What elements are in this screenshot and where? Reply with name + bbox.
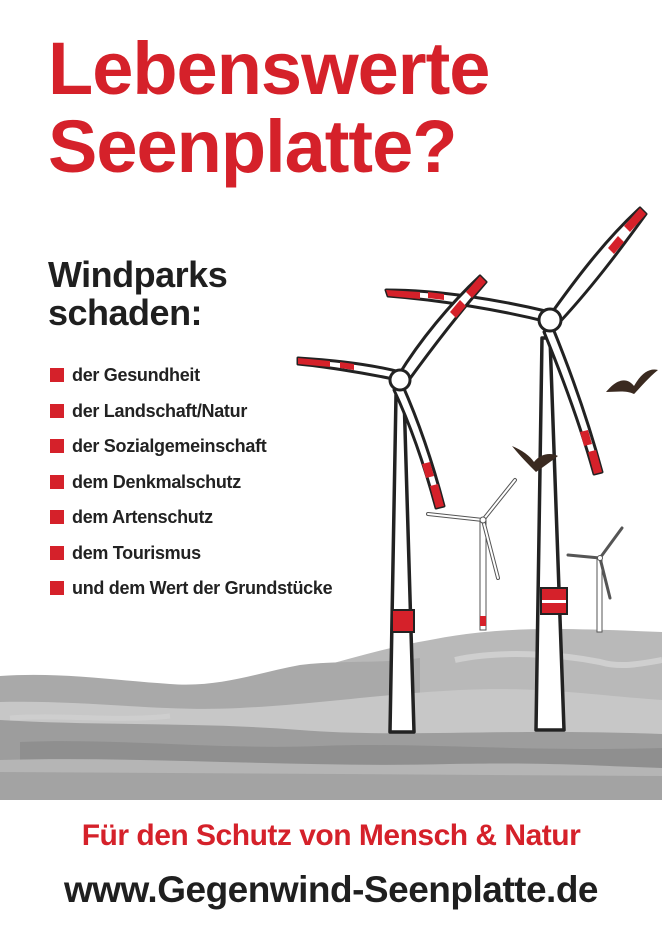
headline-line-2: Seenplatte? — [48, 105, 457, 188]
list-item-label: dem Artenschutz — [72, 507, 213, 527]
list-item-label: der Gesundheit — [72, 365, 200, 385]
headline — [48, 27, 490, 188]
list-item-label: dem Denkmalschutz — [72, 471, 241, 492]
list-item — [50, 471, 332, 507]
headline-line-1: Lebenswerte — [48, 27, 490, 110]
square-bullet-icon — [50, 546, 64, 560]
list-item — [50, 400, 332, 436]
square-bullet-icon — [50, 581, 64, 595]
list-item — [50, 542, 332, 578]
list-item-label: der Sozialgemeinschaft — [72, 436, 267, 456]
subheadline — [48, 256, 227, 332]
square-bullet-icon — [50, 439, 64, 453]
list-item-label: der Landschaft/Natur — [72, 400, 248, 421]
list-item-label: dem Tourismus — [72, 542, 201, 563]
list-item — [50, 435, 332, 471]
list-item — [50, 364, 332, 400]
square-bullet-icon — [50, 475, 64, 489]
square-bullet-icon — [50, 368, 64, 382]
damage-list — [50, 364, 332, 613]
wind-turbine-icon — [568, 528, 622, 632]
website-link[interactable]: www.Gegenwind-Seenplatte.de — [63, 869, 599, 910]
list-item — [50, 577, 332, 613]
bird-icon — [606, 370, 658, 394]
footer-slogan: Für den Schutz von Mensch & Natur — [81, 819, 581, 852]
list-item — [50, 506, 332, 542]
list-item-label: und dem Wert der Grundstücke — [72, 578, 333, 598]
square-bullet-icon — [50, 404, 64, 418]
subheadline-line-1: Windparks — [48, 254, 228, 295]
subheadline-line-2: schaden: — [48, 292, 203, 333]
square-bullet-icon — [50, 510, 64, 524]
